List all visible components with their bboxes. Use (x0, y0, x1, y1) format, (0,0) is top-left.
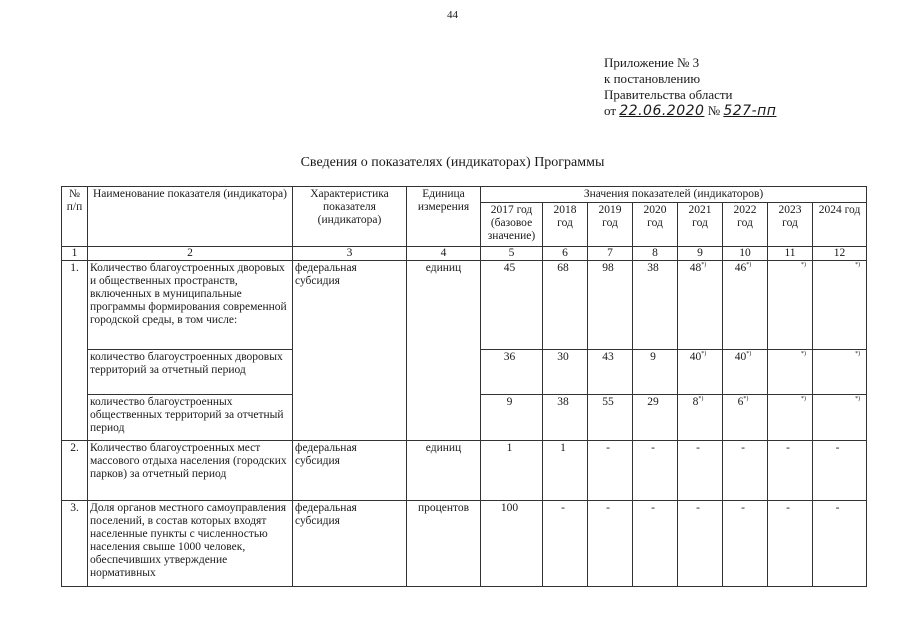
footnote-mark: *) (743, 396, 749, 402)
value-cell: 68 (543, 261, 588, 350)
value-cell: 9 (481, 395, 543, 441)
value-cell: - (678, 501, 723, 587)
column-number-row (62, 247, 867, 261)
value-cell: 9 (633, 350, 678, 395)
value-cell: - (633, 501, 678, 587)
value-cell: 43 (588, 350, 633, 395)
column-number: 1 (62, 247, 88, 261)
value-cell (723, 350, 768, 395)
column-number: 12 (813, 247, 867, 261)
value-cell: - (588, 441, 633, 501)
header-unit: Единица измерения (407, 187, 481, 247)
value-text: 40 (734, 351, 747, 363)
header-year: 2017 год (базовое значение) (481, 203, 543, 247)
header-year: 2019 год (588, 203, 633, 247)
row-num: 3. (62, 501, 88, 587)
footnote-mark: *) (698, 396, 704, 402)
row-name: количество благоустроенных дворовых территорий за отчетный период (88, 350, 293, 395)
column-number: 3 (293, 247, 407, 261)
header-year: 2020 год (633, 203, 678, 247)
value-cell: 38 (543, 395, 588, 441)
header-characteristic: Характеристика показателя (индикатора) (293, 187, 407, 247)
column-number: 11 (768, 247, 813, 261)
footnote-mark: *) (701, 262, 707, 268)
number-prefix: № (707, 103, 721, 118)
value-cell (813, 350, 867, 395)
date-prefix: от (604, 103, 617, 118)
value-text: 40 (689, 351, 702, 363)
value-cell (678, 350, 723, 395)
value-cell: - (813, 501, 867, 587)
column-number: 2 (88, 247, 293, 261)
row-name: Количество благоустроенных мест массового отдыха населения (городских парков) за отчетный период (88, 441, 293, 501)
value-cell: - (633, 441, 678, 501)
value-cell (813, 395, 867, 441)
appendix-line-1: Приложение № 3 (604, 55, 700, 70)
value-cell: - (678, 441, 723, 501)
footnote-mark: *) (746, 351, 752, 357)
value-cell (768, 261, 813, 350)
value-cell: 98 (588, 261, 633, 350)
table-row (62, 261, 867, 350)
indicators-table (61, 186, 867, 587)
value-cell (723, 261, 768, 350)
header-values-group: Значения показателей (индикаторов) (481, 187, 867, 203)
footnote-mark: *) (855, 396, 861, 402)
appendix-date-line (604, 103, 776, 119)
table-header-row-1 (62, 187, 867, 203)
row-name: Количество благоустроенных дворовых и общественных пространств, включенных в муниципальные программы формирования современной городской среды, в том числе: (88, 261, 293, 350)
value-cell: 100 (481, 501, 543, 587)
value-cell: - (723, 501, 768, 587)
footnote-mark: *) (801, 396, 806, 402)
footnote-mark: *) (855, 351, 861, 357)
footnote-mark: *) (701, 351, 707, 357)
footnote-mark: *) (746, 262, 752, 268)
value-cell: 1 (543, 441, 588, 501)
appendix-line-3: Правительства области (604, 87, 733, 102)
value-cell: 36 (481, 350, 543, 395)
column-number: 6 (543, 247, 588, 261)
value-cell: - (813, 441, 867, 501)
footnote-mark: *) (801, 351, 806, 357)
document-title: Сведения о показателях (индикаторах) Программы (300, 155, 605, 170)
value-cell: 45 (481, 261, 543, 350)
value-cell (813, 261, 867, 350)
row-name: Доля органов местного самоуправления поселений, в состав которых входят населенные пункты с численностью населения свыше 1000 человек, обеспечивших утверждение нормативных (88, 501, 293, 587)
column-number: 10 (723, 247, 768, 261)
header-year: 2024 год (813, 203, 867, 247)
value-cell: 38 (633, 261, 678, 350)
header-year: 2021 год (678, 203, 723, 247)
value-cell: 55 (588, 395, 633, 441)
header-name: Наименование показателя (индикатора) (88, 187, 293, 247)
row-characteristic: федеральная субсидия (293, 441, 407, 501)
column-number: 4 (407, 247, 481, 261)
row-num: 1. (62, 261, 88, 441)
column-number: 7 (588, 247, 633, 261)
column-number: 9 (678, 247, 723, 261)
table-row (62, 441, 867, 501)
footnote-mark: *) (855, 262, 861, 268)
row-characteristic: федеральная субсидия (293, 501, 407, 587)
header-year: 2022 год (723, 203, 768, 247)
value-cell (678, 395, 723, 441)
column-number: 8 (633, 247, 678, 261)
header-year: 2018 год (543, 203, 588, 247)
appendix-line-2: к постановлению (604, 71, 701, 86)
header-year: 2023 год (768, 203, 813, 247)
header-num: № п/п (62, 187, 88, 247)
value-cell: 29 (633, 395, 678, 441)
appendix-block (604, 55, 776, 119)
handwritten-number: 527-пп (723, 103, 777, 119)
value-text: 8 (692, 396, 699, 408)
value-cell: 1 (481, 441, 543, 501)
table-row (62, 501, 867, 587)
value-text: 6 (737, 396, 744, 408)
row-num: 2. (62, 441, 88, 501)
value-cell (678, 261, 723, 350)
value-text: 46 (734, 262, 747, 274)
row-name: количество благоустроенных общественных территорий за отчетный период (88, 395, 293, 441)
handwritten-date: 22.06.2020 (619, 103, 705, 119)
footnote-mark: *) (801, 262, 806, 268)
row-unit: единиц (407, 261, 481, 441)
column-number: 5 (481, 247, 543, 261)
page-number: 44 (447, 9, 458, 21)
value-cell (768, 350, 813, 395)
value-text: 48 (689, 262, 702, 274)
row-unit: процентов (407, 501, 481, 587)
value-cell: - (723, 441, 768, 501)
value-cell (768, 395, 813, 441)
value-cell: - (768, 501, 813, 587)
value-cell: - (543, 501, 588, 587)
value-cell (723, 395, 768, 441)
row-unit: единиц (407, 441, 481, 501)
value-cell: - (588, 501, 633, 587)
row-characteristic: федеральная субсидия (293, 261, 407, 441)
value-cell: 30 (543, 350, 588, 395)
value-cell: - (768, 441, 813, 501)
